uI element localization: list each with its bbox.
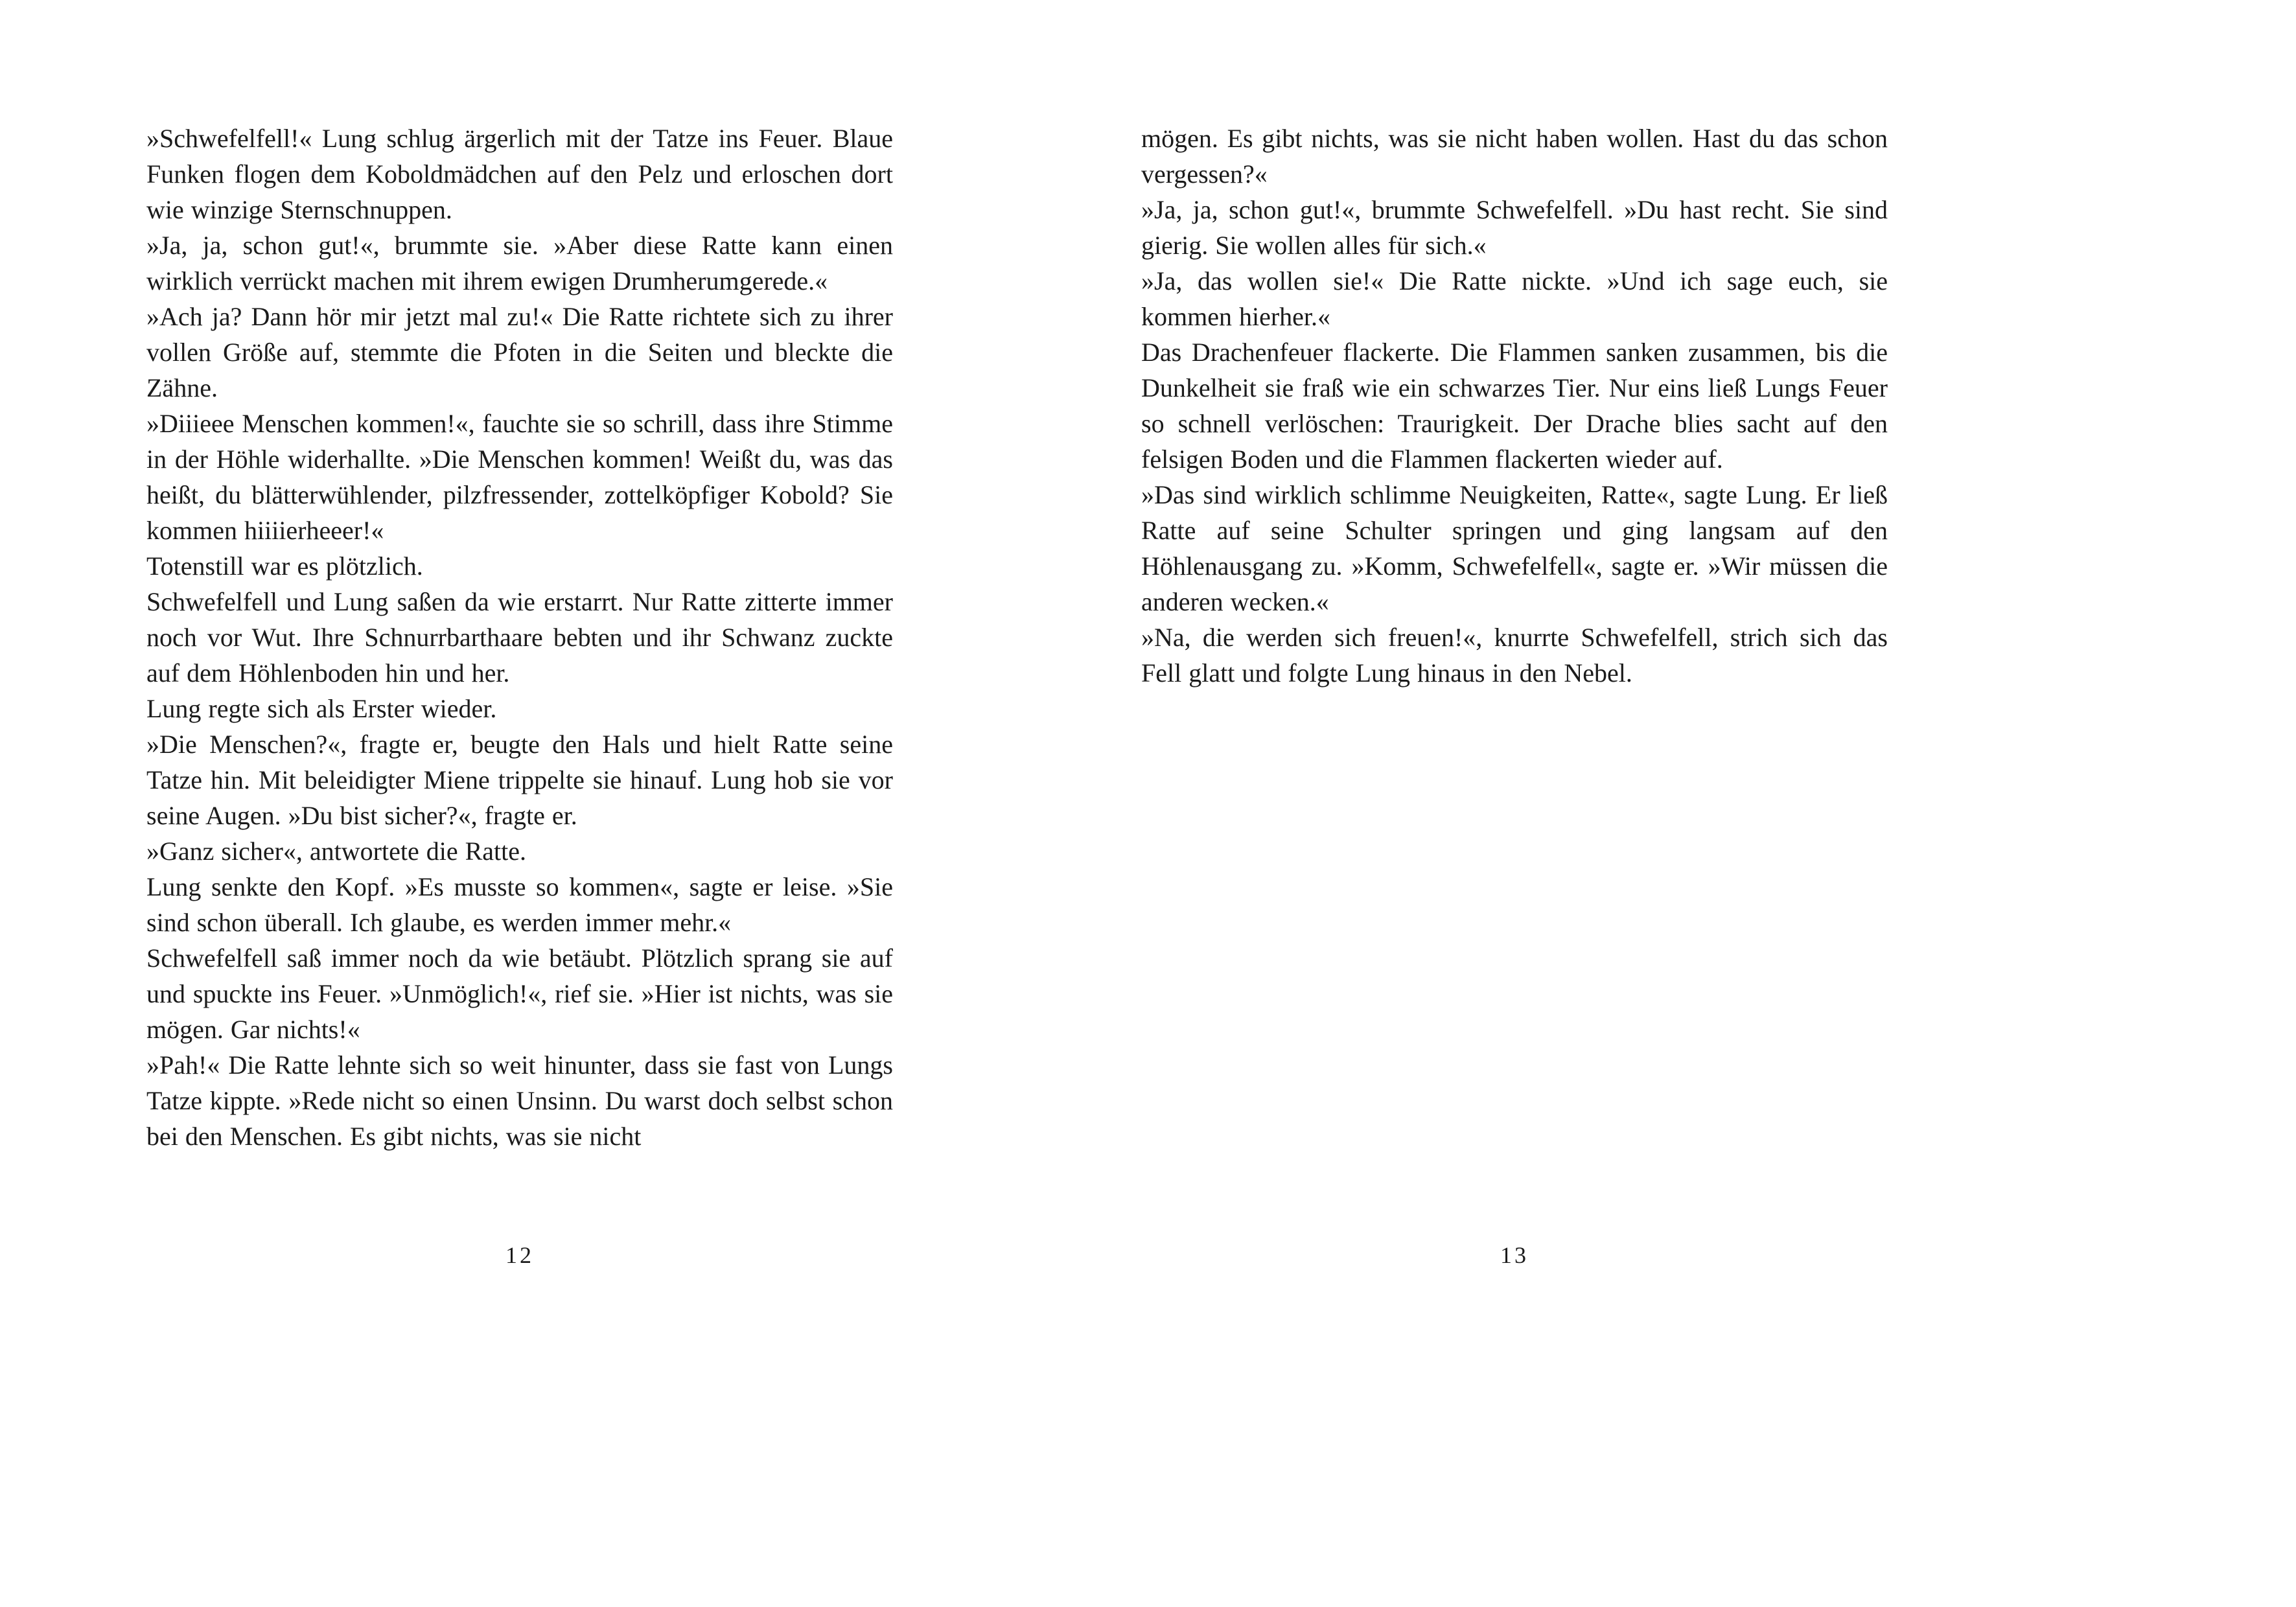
paragraph: »Pah!« Die Ratte lehnte sich so weit hinunter, dass sie fast von Lungs Tatze kippte. »Rede nicht so einen Unsinn. Du warst doch selbst schon bei den Menschen. Es gibt nichts, was sie nicht [146, 1050, 893, 1151]
page-number: 13 [1500, 1242, 1529, 1268]
paragraph: »Das sind wirklich schlimme Neuigkeiten, Ratte«, sagte Lung. Er ließ Ratte auf seine Schulter springen und ging langsam auf den Höhlenausgang zu. »Komm, Schwefelfell«, sagte er. »Wir müssen die anderen wecken.« [1141, 480, 1888, 616]
paragraph: »Ja, das wollen sie!« Die Ratte nickte. »Und ich sage euch, sie kommen hierher.« [1141, 266, 1888, 331]
paragraph: »Ja, ja, schon gut!«, brummte sie. »Aber diese Ratte kann einen wirklich verrückt machen mit ihrem ewigen Drumherumgerede.« [146, 231, 893, 295]
paragraph: »Die Menschen?«, fragte er, beugte den Hals und hielt Ratte seine Tatze hin. Mit beleidigter Miene trippelte sie hinauf. Lung hob sie vor seine Augen. »Du bist sicher?«, fragte er. [146, 730, 893, 830]
paragraph: »Ganz sicher«, antwortete die Ratte. [146, 837, 526, 866]
page-number: 12 [505, 1242, 534, 1268]
paragraph: Schwefelfell saß immer noch da wie betäubt. Plötzlich sprang sie auf und spuckte ins Feuer. »Unmöglich!«, rief sie. »Hier ist nichts, was sie mögen. Gar nichts!« [146, 943, 893, 1044]
paragraph: »Na, die werden sich freuen!«, knurrte Schwefelfell, strich sich das Fell glatt und folgte Lung hinaus in den Nebel. [1141, 623, 1888, 688]
paragraph: »Schwefelfell!« Lung schlug ärgerlich mit der Tatze ins Feuer. Blaue Funken flogen dem Koboldmädchen auf den Pelz und erloschen dort wie winzige Sternschnuppen. [146, 124, 893, 224]
paragraph: Lung senkte den Kopf. »Es musste so kommen«, sagte er leise. »Sie sind schon überall. Ich glaube, es werden immer mehr.« [146, 872, 893, 937]
paragraph: Totenstill war es plötzlich. [146, 551, 423, 581]
paragraph: Das Drachenfeuer flackerte. Die Flammen sanken zusammen, bis die Dunkelheit sie fraß wie ein schwarzes Tier. Nur eins ließ Lungs Feuer so schnell verlöschen: Traurigkeit. Der Drache blies sacht auf den felsigen Boden und die Flammen flackerten wieder auf. [1141, 338, 1888, 474]
paragraph: »Diiieee Menschen kommen!«, fauchte sie so schrill, dass ihre Stimme in der Höhle widerhallte. »Die Menschen kommen! Weißt du, was das heißt, du blätterwühlender, pilzfressender, zottelköpfiger Kobold? Sie kommen hiiiierheeer!« [146, 409, 893, 545]
book-page-right [1141, 121, 1888, 691]
paragraph: mögen. Es gibt nichts, was sie nicht haben wollen. Hast du das schon vergessen?« [1141, 124, 1888, 189]
paragraph: »Ach ja? Dann hör mir jetzt mal zu!« Die Ratte richtete sich zu ihrer vollen Größe auf, stemmte die Pfoten in die Seiten und bleckte die Zähne. [146, 302, 893, 402]
paragraph: Schwefelfell und Lung saßen da wie erstarrt. Nur Ratte zitterte immer noch vor Wut. Ihre Schnurrbarthaare bebten und ihr Schwanz zuckte auf dem Höhlenboden hin und her. [146, 587, 893, 688]
paragraph: »Ja, ja, schon gut!«, brummte Schwefelfell. »Du hast recht. Sie sind gierig. Sie wollen alles für sich.« [1141, 195, 1888, 260]
book-page-left [146, 121, 893, 1154]
paragraph: Lung regte sich als Erster wieder. [146, 694, 497, 723]
